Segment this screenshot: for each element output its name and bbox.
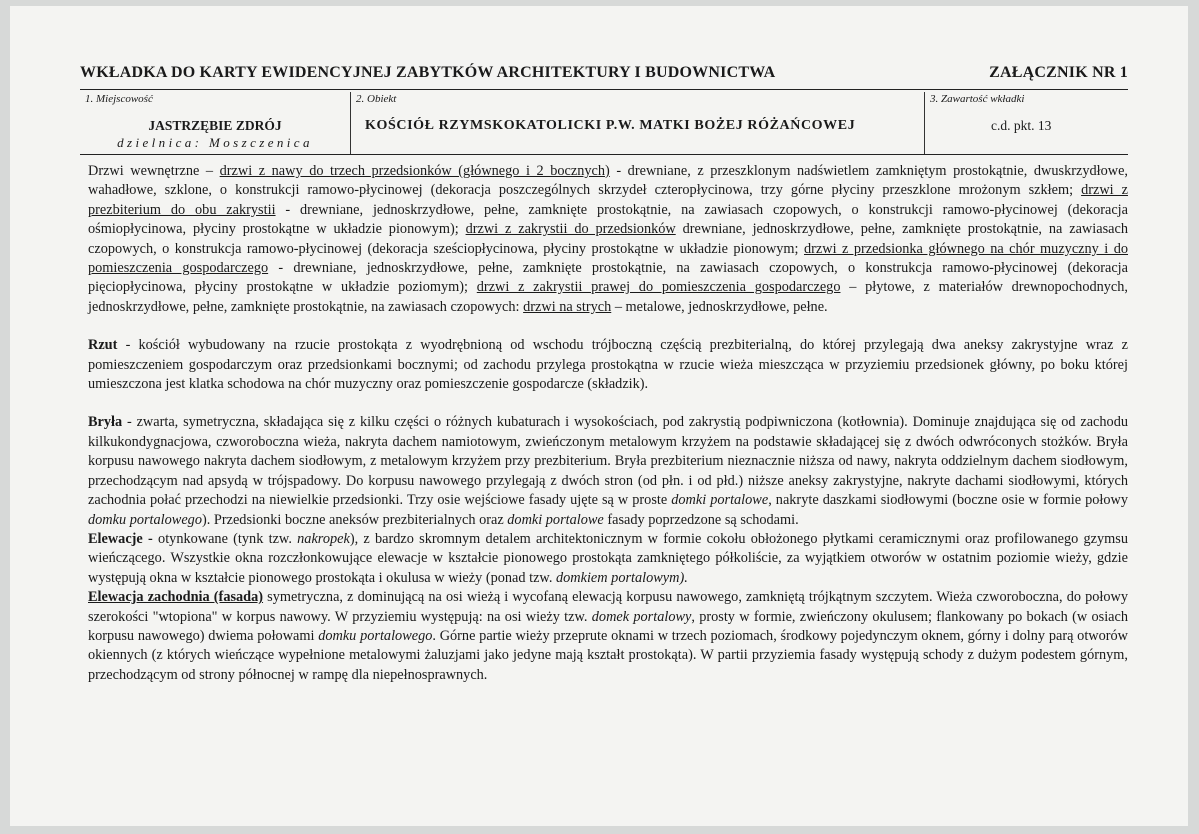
paragraph-doors — [88, 162, 1128, 317]
text-run: - drewniane, z przeszklonym nadświetlem zamkniętym prostokątnie, dwuskrzydłowe, wahadłowe, szklone, o konstrukcji ramowo-płycinowej (dekoracja poszczególnych skrzydeł czteropłycinowa, trzy górne płyciny przeszklone mrożonym szkłem; — [88, 163, 1128, 199]
text-run: fasady poprzedzone są schodami. — [603, 511, 799, 528]
elevations-heading: Elewacje - — [88, 530, 153, 547]
object-cell — [350, 92, 924, 154]
text-run: . Górne partie wieży przeprute oknami w trzech poziomach, środkowy pojedynczym oknem, górny i dolny parą otworów okiennych (z których wieńczące wypełnione metalowymi żaluzjami jako jedyne mają kształt prostokąta). W partii przyziemia fasady występują schody z dużym podestem górnym, przechodzącym od strony północnej w rampę dla niepełnosprawnych. — [88, 627, 1128, 683]
text-run: drewniane, jednoskrzydłowe, pełne, zamknięte prostokątnie, na zawiasach czopowych, o konstrukcja ramowo-płycinowej (dekoracja sześciopłycinowa, płyciny prostokątne w układzie pionowym; — [88, 221, 1128, 257]
text-run: - kościół wybudowany na rzucie prostokąta z wyodrębnioną od wschodu trójboczną częścią prezbiterialną, do której przylegają dwa aneksy zakrystyjne wraz z pomieszczeniem gospodarczym oraz przedsionkami bocznymi; od zachodu przylega prostokątna w rzucie wieża mieszcząca w przyziemiu przedsionek główny, po boku której umieszczona jest klatka schodowa na chór muzyczny oraz pomieszczenie gospodarcze (składzik). — [88, 337, 1128, 393]
text-run: – płytowe, z materiałów drewnopochodnych, jednoskrzydłowe, pełne, zamknięte prostokątnie, na zawiasach czopowych: — [88, 279, 1128, 315]
paragraph-gap — [88, 394, 1128, 413]
doors-heading-presbytery: drzwi z prezbiterium do obu zakrystii — [88, 182, 1128, 218]
paragraph-west-elevation — [88, 588, 1128, 685]
metadata-table — [80, 92, 1128, 155]
document-title: WKŁADKA DO KARTY EWIDENCYJNEJ ZABYTKÓW ARCHITEKTURY I BUDOWNICTWA — [80, 64, 776, 81]
italic-term: domki portalowe — [671, 492, 769, 509]
text-run: - drewniane, jednoskrzydłowe, pełne, zamknięte prostokątnie, na zawiasach czopowych, o konstrukcji ramowo-płycinowej (dekoracja ośmiopłycinowa, płyciny prostokątne w układzie pionowym); — [88, 201, 1128, 238]
text-run: , prosty w formie, zwieńczony okulusem; flankowany po bokach (w osiach korpusu nawowego) dwiema połowami — [88, 608, 1128, 644]
paragraph-gap — [88, 317, 1128, 336]
document-header — [80, 64, 1128, 82]
italic-term: domku portalowego — [318, 627, 433, 644]
district-value: dzielnica: Moszczenica — [117, 135, 313, 150]
locality-label: 1. Miejscowość — [85, 93, 153, 105]
text-run: - drewniane, jednoskrzydłowe, pełne, zamknięte prostokątnie, na zawiasach czopowych, o konstrukcja ramowo-płycinowej (dekoracja pięciopłycinowa, płyciny prostokątne w układzie poziomym); — [88, 260, 1128, 296]
object-label: 2. Obiekt — [356, 93, 397, 105]
doors-heading-utility: drzwi z zakrystii prawej do pomieszczenia gospodarczego — [476, 279, 841, 296]
text-run: , nakryte daszkami siodłowymi (boczne osie w formie połowy — [768, 492, 1128, 509]
text-run: otynkowane (tynk tzw. — [152, 530, 298, 547]
document-body — [88, 162, 1128, 685]
doors-heading-sacristy: drzwi z zakrystii do przedsionków — [465, 221, 676, 238]
text-run: - zwarta, symetryczna, składająca się z kilku części o różnych kubaturach i wysokościach, pod zakrystią podpiwniczona (kotłownia). Dominuje znajdująca się od zachodu kilkukondygnacjowa, czworoboczna wieża, nakryta dachem namiotowym, zwieńczonym metalowym krzyżem na podstawie składającej się z dwóch odwróconych stożków. Bryła korpusu nawowego nakryta dachem siodłowym, z metalowym krzyżem przy prezbiterium. Bryła prezbiterium nieznacznie niższa od nawy, nakryta oddzielnym dachem siodłowym, przechodzącym nad apsydą w trójspadowy. Do korpusu nawowego przylegają z dwóch stron (od płn. i od płd.) niższe aneksy zakrystyjne, nakryte dachami siodłowymi, których zachodnia połać przechodzi na niewielkie przedsionki. Trzy osie wejściowe fasady ujęte są w proste — [88, 414, 1128, 509]
paragraph-massing — [88, 413, 1128, 529]
doors-heading-choir: drzwi z przedsionka głównego na chór muzyczny i do pomieszczenia gospodarczego — [88, 240, 1129, 277]
contents-cell — [924, 92, 1128, 154]
locality-value: JASTRZĘBIE ZDRÓJ — [148, 118, 282, 133]
paragraph-plan — [88, 336, 1128, 394]
massing-heading: Bryła — [88, 414, 123, 431]
annex-number: ZAŁĄCZNIK NR 1 — [989, 64, 1128, 81]
object-value: KOŚCIÓŁ RZYMSKOKATOLICKI P.W. MATKI BOŻEJ RÓŻAŃCOWEJ — [365, 118, 856, 133]
header-rule — [80, 89, 1128, 90]
italic-term: domkiem portalowym). — [555, 569, 688, 586]
contents-label: 3. Zawartość wkładki — [930, 93, 1025, 105]
italic-term: domek portalowy — [591, 608, 692, 625]
text-run: – metalowe, jednoskrzydłowe, pełne. — [611, 298, 828, 315]
text-run: symetryczna, z dominującą na osi wieżą i wycofaną elewacją korpusu nawowego, zamkniętą trójkątnym szczytem. Wieża czworoboczna, do połowy szerokości "wtopiona" w korpus nawowy. W przyziemiu występują: na osi wieży tzw. — [88, 589, 1129, 625]
italic-term: nakropek — [297, 530, 350, 547]
doors-heading-nave: drzwi z nawy do trzech przedsionków (głównego i 2 bocznych) — [219, 163, 610, 179]
west-elevation-heading: Elewacja zachodnia (fasada) — [88, 589, 264, 606]
text-run: ), z bardzo skromnym detalem architektonicznym w formie cokołu obłożonego płytkami ceramicznymi oraz profilowanego gzymsu wieńczącego. Wszystkie okna rozczłonkowujące elewacje w kształcie pionowego prostokąta zamkniętego półkoliście, za wyjątkiem otworów w ostatnim poziomie wieży, gdzie występują okna w kształcie pionowego prostokąta i okulusa w wieży (ponad tzw. — [88, 530, 1128, 586]
text-run: Drzwi wewnętrzne – — [88, 163, 220, 179]
italic-term: domku portalowego — [88, 511, 202, 528]
paragraph-elevations — [88, 530, 1128, 588]
plan-heading: Rzut — [88, 337, 118, 354]
contents-value: c.d. pkt. 13 — [991, 118, 1052, 133]
text-run: ). Przedsionki boczne aneksów prezbiterialnych oraz — [201, 511, 508, 528]
italic-term: domki portalowe — [507, 511, 604, 528]
doors-heading-attic: drzwi na strych — [523, 298, 612, 315]
locality-cell — [80, 92, 350, 154]
